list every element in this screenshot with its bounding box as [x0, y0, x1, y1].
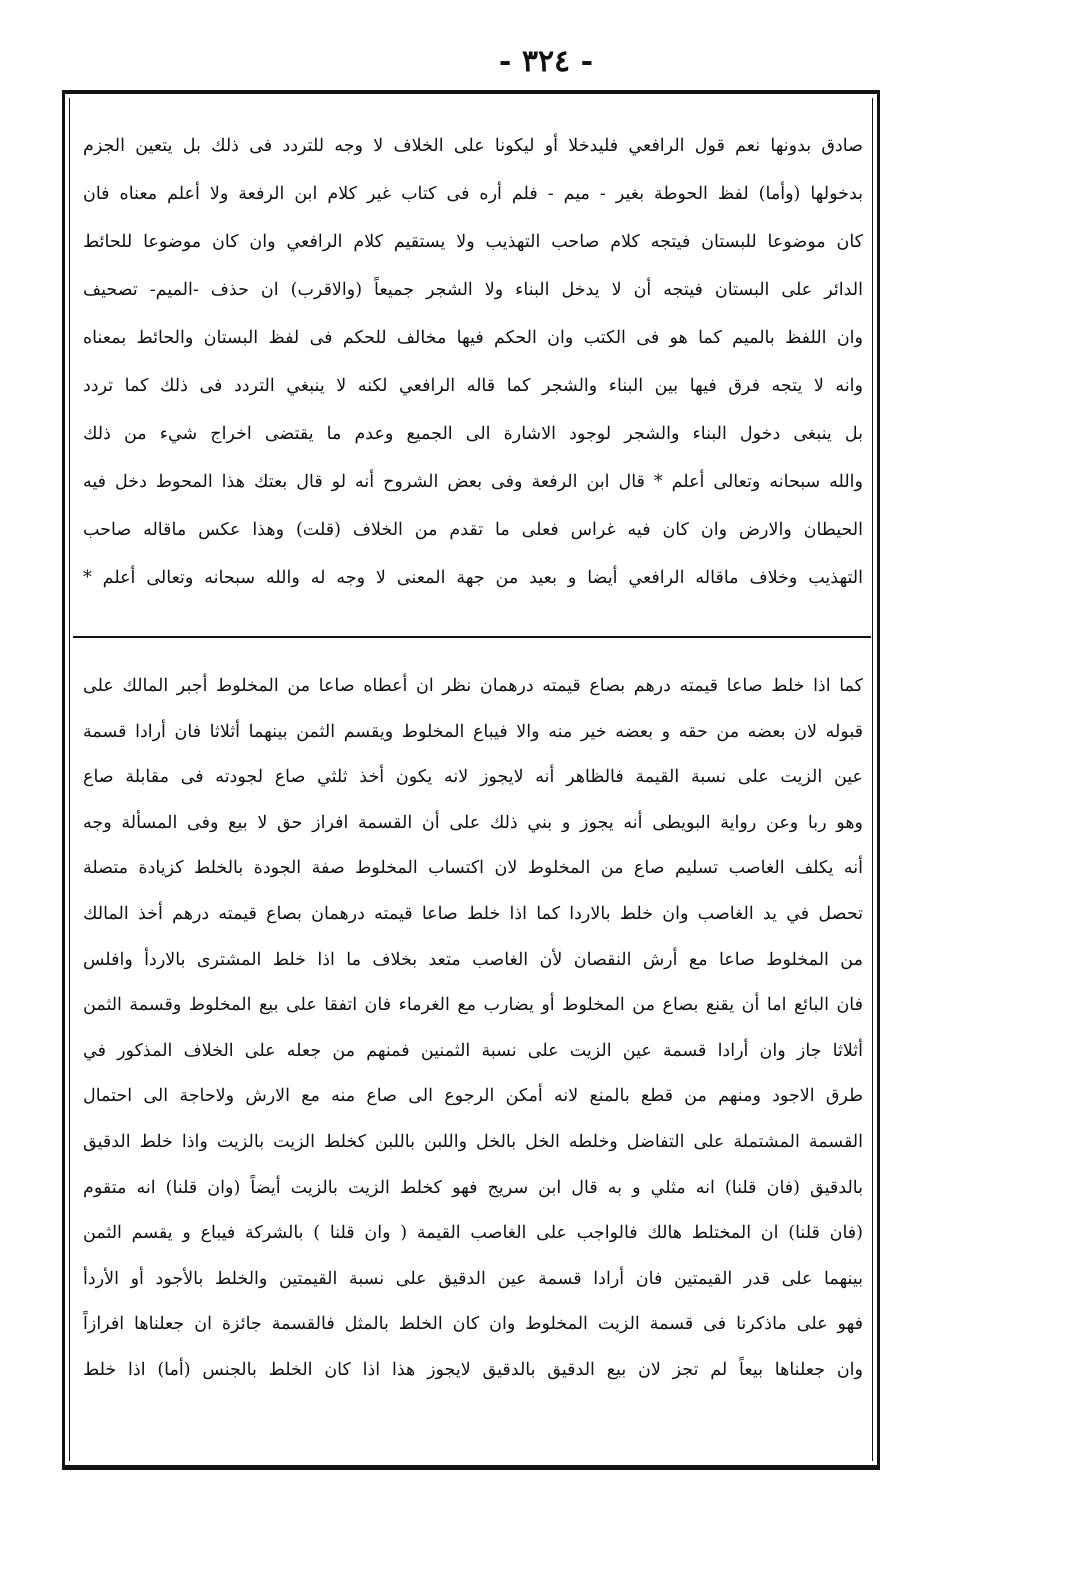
main-line: وان جعلناها بيعاً لم تجز لان بيع الدقيق بالدقيق لايجوز هذا اذا كان الخلط بالجنس (أما) اذا خلط: [83, 1359, 863, 1380]
page-number: - ٣٢٤ -: [498, 44, 594, 79]
main-line: بالدقيق (فان قلنا) انه مثلي و به قال ابن سريج فهو كخلط الزيت بالزيت أيضاً (وان قلنا) انه متقوم: [83, 1177, 863, 1198]
main-line: فهو على ماذكرنا فى قسمة الزيت المخلوط وان كان الخلط بالمثل فالقسمة جائزة ان جعلناها افرازاً: [83, 1314, 863, 1335]
section-divider: [73, 636, 871, 638]
commentary-text-block: [83, 122, 863, 602]
main-line: بينهما على قدر القيمتين فان أرادا قسمة عين الدقيق على نسبة القيمتين والخلط بالأجود أو الأردأ: [83, 1268, 863, 1289]
main-line: وهو ربا وعن رواية البويطى أنه يجوز و بني ذلك على أن القسمة افراز حق لا بيع وفى المسألة وجه: [83, 812, 863, 833]
main-line: (فان قلنا) ان المختلط هالك فالواجب على الغاصب القيمة ( وان قلنا ) بالشركة فيباع و يقسم الثمن: [83, 1223, 863, 1244]
commentary-line: الدائر على البستان فيتجه أن لا يدخل البناء ولا الشجر جميعاً (والاقرب) ان حذف -الميم- تصحيف: [83, 280, 863, 300]
commentary-line: بل ينبغى دخول البناء والشجر لوجود الاشارة الى الجميع وعدم ما يقتضى اخراج شيء من ذلك: [83, 424, 863, 444]
commentary-line: بدخولها (وأما) لفظ الحوطة بغير - ميم - فلم أره فى كتاب غير كلام ابن الرفعة ولا أعلم معناه فان: [83, 184, 863, 204]
page-frame: [62, 90, 880, 1470]
main-line: عين الزيت على نسبة القيمة فالظاهر أنه لايجوز لانه يكون أخذ ثلثي صاع لجودته فى مقابلة صاع: [83, 767, 863, 788]
main-line: من المخلوط صاعا مع أرش النقصان لأن الغاصب متعد بخلاف ما اذا خلط المشترى بالاردأ وافلس: [83, 949, 863, 970]
commentary-line: والله سبحانه وتعالى أعلم * قال ابن الرفعة وفى بعض الشروح أنه لو قال بعتك هذا المحوط دخل فيه: [83, 472, 863, 492]
main-line: القسمة المشتملة على التفاضل وخلطه الخل بالخل واللبن باللبن كخلط الزيت بالزيت واذا خلط الدقيق: [83, 1131, 863, 1152]
main-line: قبوله لان بعضه من حقه و بعضه خير منه والا فيباع المخلوط ويقسم الثمن بينهما أثلاثا فان أرادا قسمة: [83, 721, 863, 742]
commentary-line: وانه لا يتجه فرق فيها بين البناء والشجر كما قاله الرافعي لكنه لا ينبغي التردد فى ذلك كما تردد: [83, 376, 863, 396]
main-line: أثلاثا جاز وان أرادا قسمة عين الزيت على نسبة الثمنين فمنهم من جعله على الخلاف المذكور في: [83, 1040, 863, 1061]
commentary-line: وان اللفظ بالميم كما هو فى الكتب وان الحكم فيها مخالف للحكم فى لفظ البستان والحائط بمعناه: [83, 328, 863, 348]
main-line: تحصل في يد الغاصب وان خلط بالاردا كما اذا خلط صاعا قيمته درهمان بصاع قيمته درهم أخذ المالك: [83, 903, 863, 924]
main-line: فان البائع اما أن يقنع بصاع من المخلوط أو يضارب مع الغرماء فان اتفقا على بيع المخلوط وقسمة الثمن: [83, 995, 863, 1016]
main-line: أنه يكلف الغاصب تسليم صاع من المخلوط لان اكتساب المخلوط صفة الجودة بالخلط كزيادة متصلة: [83, 858, 863, 879]
commentary-line: صادق بدونها نعم قول الرافعي فليدخلا أو ليكونا على الخلاف لا وجه للتردد فى ذلك بل يتعين الجزم: [83, 136, 863, 156]
main-text-block: [83, 664, 863, 1394]
commentary-line: كان موضوعا للبستان فيتجه كلام صاحب التهذيب ولا يستقيم كلام الرافعي وان كان موضوعا للحائط: [83, 232, 863, 252]
main-line: طرق الاجود ومنهم من قطع بالمنع لانه أمكن الرجوع الى صاع منه مع الارش ولاحاجة الى احتمال: [83, 1086, 863, 1107]
commentary-line: التهذيب وخلاف ماقاله الرافعي أيضا و بعيد من جهة المعنى لا وجه له والله سبحانه وتعالى أعلم *: [83, 568, 863, 588]
commentary-line: الحيطان والارض وان كان فيه غراس فعلى ما تقدم من الخلاف (قلت) وهذا عكس ماقاله صاحب: [83, 520, 863, 540]
main-line: كما اذا خلط صاعا قيمته درهم بصاع قيمته درهمان نظر ان أعطاه صاعا من المخلوط أجبر المالك على: [83, 676, 863, 696]
